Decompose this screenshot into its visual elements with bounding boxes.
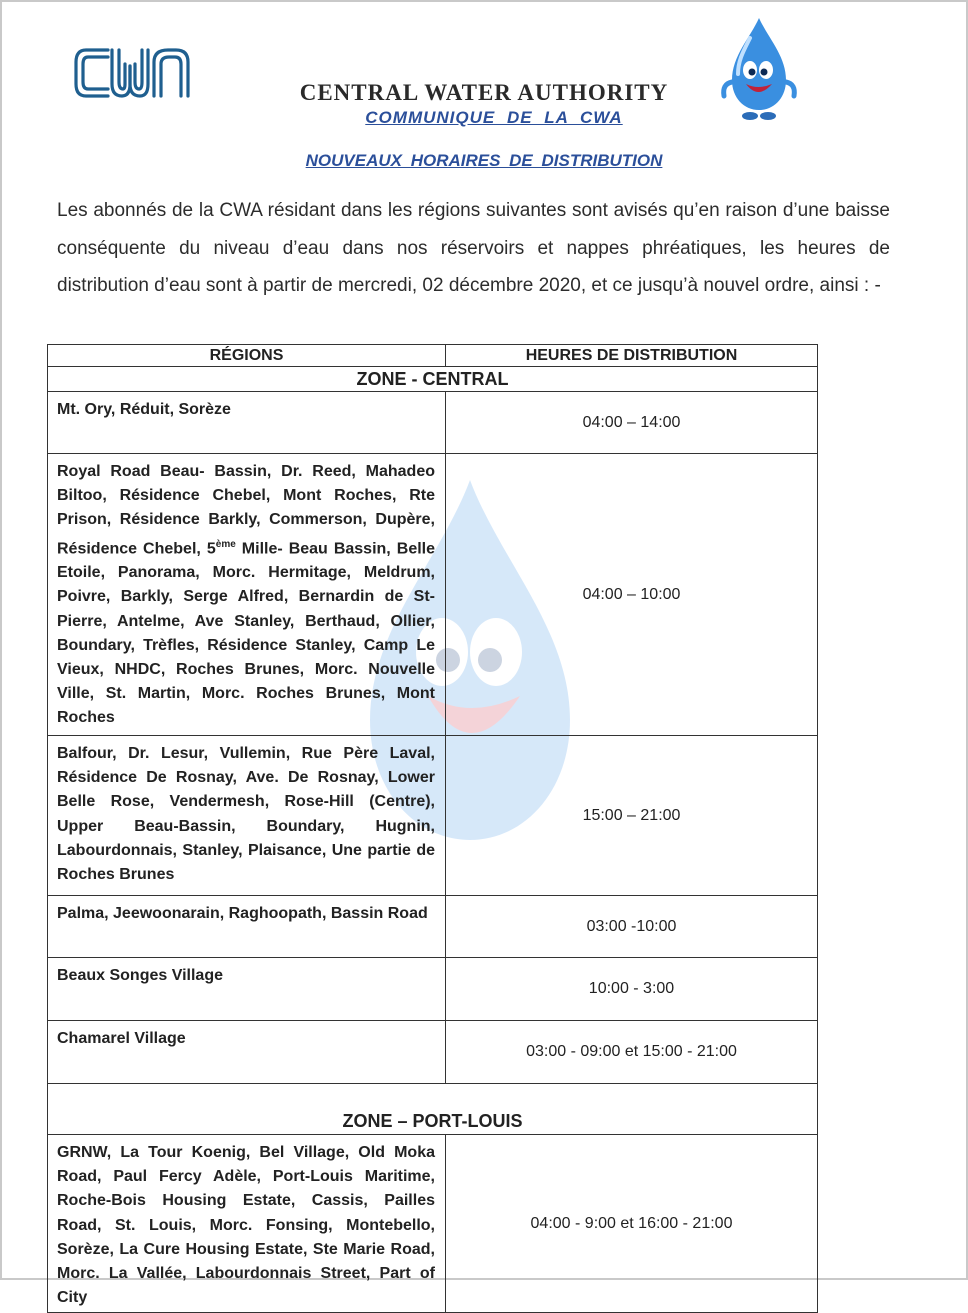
table-row — [48, 958, 818, 1021]
hours-cell: 04:00 – 10:00 — [446, 454, 818, 736]
table-row — [48, 896, 818, 958]
region-cell: Palma, Jeewoonarain, Raghoopath, Bassin Road — [48, 896, 446, 958]
table-row — [48, 736, 818, 896]
zone-row — [48, 1084, 818, 1135]
column-header-regions: RÉGIONS — [48, 345, 446, 367]
hours-cell: 03:00 - 09:00 et 15:00 - 21:00 — [446, 1021, 818, 1084]
water-drop-mascot-icon — [720, 16, 798, 122]
ordinal-superscript: ème — [215, 538, 236, 550]
table-row — [48, 1135, 818, 1313]
region-cell: Chamarel Village — [48, 1021, 446, 1084]
hours-cell: 10:00 - 3:00 — [446, 958, 818, 1021]
hours-cell: 04:00 – 14:00 — [446, 392, 818, 454]
distribution-schedule-table — [47, 344, 818, 1313]
intro-paragraph: Les abonnés de la CWA résidant dans les régions suivantes sont avisés qu’en raison d’une baisse conséquente du niveau d’eau dans nos réservoirs et nappes phréatiques, les heures de distribution d’eau sont à partir de mercredi, 02 décembre 2020, et ce jusqu’à nouvel ordre, ainsi : - — [57, 200, 890, 296]
zone-row — [48, 367, 818, 392]
communique-subtitle: COMMUNIQUE DE LA CWA — [365, 108, 623, 127]
table-row — [48, 454, 818, 736]
zone-port-louis-heading: ZONE – PORT-LOUIS — [48, 1084, 818, 1135]
table-row — [48, 1021, 818, 1084]
region-cell: Mt. Ory, Réduit, Sorèze — [48, 392, 446, 454]
table-row — [48, 392, 818, 454]
column-header-hours: HEURES DE DISTRIBUTION — [446, 345, 818, 367]
zone-central-heading: ZONE - CENTRAL — [48, 367, 818, 392]
table-header-row — [48, 345, 818, 367]
notice-subject: NOUVEAUX HORAIRES DE DISTRIBUTION — [305, 151, 663, 170]
region-cell: Beaux Songes Village — [48, 958, 446, 1021]
hours-cell: 04:00 - 9:00 et 16:00 - 21:00 — [446, 1135, 818, 1313]
hours-cell: 03:00 -10:00 — [446, 896, 818, 958]
region-cell: GRNW, La Tour Koenig, Bel Village, Old Moka Road, Paul Fercy Adèle, Port-Louis Maritime, Roche-Bois Housing Estate, Cassis, Pailles Road, St. Louis, Morc. Fonsing, Montebello, Sorèze, La Cure Housing Estate, Ste Marie Road, Morc. La Vallée, Labourdonnais Street, Part of City — [48, 1135, 446, 1313]
hours-cell: 15:00 – 21:00 — [446, 736, 818, 896]
region-cell — [48, 454, 446, 736]
region-cell: Balfour, Dr. Lesur, Vullemin, Rue Père Laval, Résidence De Rosnay, Ave. De Rosnay, Lower Belle Rose, Vendermesh, Rose-Hill (Centre), Upper Beau-Bassin, Boundary, Hugnin, Labourdonnais, Stanley, Plaisance, Une partie de Roches Brunes — [48, 736, 446, 896]
region-text: Mille- Beau Bassin, Belle Etoile, Panorama, Morc. Hermitage, Meldrum, Poivre, Barkly, Serge Alfred, Bernardin de St-Pierre, Antelme, Ave Stanley, Berthaud, Ollier, Boundary, Trèfles, Résidence Stanley, Camp Le Vieux, NHDC, Roches Brunes, Morc. Nouvelle Ville, St. Martin, Morc. Roches Brunes, Mont Roches — [57, 539, 436, 727]
org-title: CENTRAL WATER AUTHORITY — [299, 80, 669, 105]
region-text: Royal Road Beau- Bassin, Dr. Reed, Mahadeo Biltoo, Résidence Chebel, Mont Roches, Rte Prison, Résidence Barkly, Commerson, Dupère, Résidence Chebel, 5 — [57, 463, 435, 557]
